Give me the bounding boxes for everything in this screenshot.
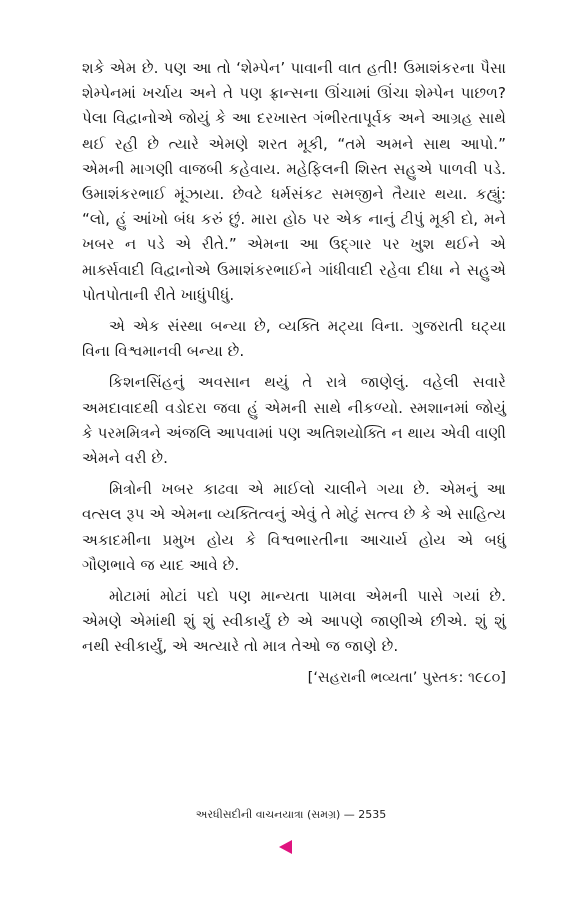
page-footer: અરધીસદીની વાચનયાત્રા (સમગ્ર) — 2535 <box>195 808 387 821</box>
paragraph: એ એક સંસ્થા બન્યા છે, વ્યક્તિ મટ્યા વિના. ગુજરાતી ઘટ્યા વિના વિશ્વમાનવી બન્યા છે. <box>82 317 506 361</box>
previous-page-icon[interactable] <box>279 840 292 854</box>
article-body <box>82 56 506 691</box>
paragraph: મોટામાં મોટાં પદો પણ માન્યતા પામવા એમની પાસે ગયાં છે. એમણે એમાંથી શું શું સ્વીકાર્યું છે એ આપણે જાણીએ છીએ. શું શું નથી સ્વીકાર્યું, એ અત્યારે તો માત્ર તેઓ જ જાણે છે. <box>82 587 506 656</box>
source-citation: [‘સહરાની ભવ્યતા’ પુસ્તક: ૧૯૮૦] <box>307 669 506 686</box>
paragraph: કિશનસિંહનું અવસાન થયું તે રાત્રે જાણેલું. વહેલી સવારે અમદાવાદથી વડોદરા જવા હું એમની સાથે નીકળ્યો. સ્મશાનમાં જોયું કે પરમમિત્રને અંજલિ આપવામાં પણ અતિશયોક્તિ ન થાય એવી વાણી એમને વરી છે. <box>82 373 506 468</box>
paragraph: શકે એમ છે. પણ આ તો ‘શેમ્પેન’ પાવાની વાત હતી! ઉમાશંકરના પૈસા શેમ્પેનમાં ખર્ચાય અને તે પણ ફ્રાન્સના ઊંચામાં ઊંચા શેમ્પેન પાછળ? પેલા વિદ્વાનોએ જોયું કે આ દરખાસ્ત ગંભીરતાપૂર્વક અને આગ્રહ સાથે થઈ રહી છે ત્યારે એમણે શરત મૂકી, “તમે અમને સાથ આપો.” એમની માગણી વાજબી કહેવાય. મહેફિલની શિસ્ત સહુએ પાળવી પડે. ઉમાશંકરભાઈ મૂંઝાયા. છેવટે ધર્મસંકટ સમજીને તૈયાર થયા. કહ્યું: “લો, હું આંખો બંધ કરું છું. મારા હોઠ પર એક નાનું ટીપું મૂકી દો, મને ખબર ન પડે એ રીતે.” એમના આ ઉદ્ગાર પર ખુશ થઈને એ માર્ક્સવાદી વિદ્વાનોએ ઉમાશંકરભાઈને ગાંધીવાદી રહેવા દીધા ને સહુએ પોતપોતાની રીતે ખાધુંપીધું. <box>82 59 506 304</box>
paragraph: મિત્રોની ખબર કાઢવા એ માઈલો ચાલીને ગયા છે. એમનું આ વત્સલ રૂપ એ એમના વ્યક્તિત્વનું એવું તે મોટું સત્ત્વ છે કે એ સાહિત્ય અકાદમીના પ્રમુખ હોય કે વિશ્વભારતીના આચાર્ય હોય એ બધું ગૌણભાવે જ યાદ આવે છે. <box>82 480 506 574</box>
